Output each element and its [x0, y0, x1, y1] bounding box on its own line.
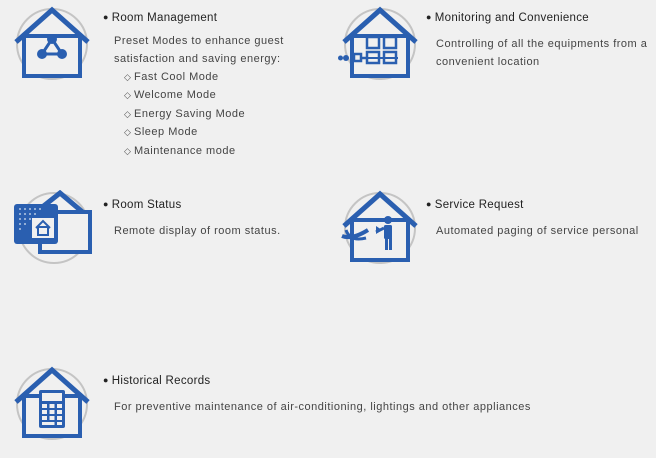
list-item: ◇ Sleep Mode: [124, 123, 245, 141]
list-item: ◇ Maintenance mode: [124, 142, 245, 160]
diamond-icon: ◇: [124, 145, 132, 156]
feature-title: ● Room Management: [103, 12, 218, 24]
diamond-icon: ◇: [124, 90, 132, 101]
feature-description: For preventive maintenance of air-conditioning, lightings and other appliances: [114, 401, 531, 413]
mode-list: [124, 68, 245, 160]
diamond-icon: ◇: [124, 127, 132, 138]
feature-description: Automated paging of service personal: [436, 225, 639, 237]
feature-description: Controlling of all the equipments from a convenient location: [436, 38, 648, 68]
room-status-house-icon: [12, 190, 92, 264]
feature-title: ● Service Request: [426, 199, 524, 211]
feature-title: ● Historical Records: [103, 375, 211, 387]
bullet-icon: ●: [426, 12, 432, 22]
feature-description: Preset Modes to enhance guest satisfaction and saving energy:: [114, 35, 284, 65]
list-item: ◇ Welcome Mode: [124, 86, 245, 104]
service-person-house-icon: [338, 190, 418, 264]
network-house-icon: [12, 6, 92, 80]
list-item: ◇ Fast Cool Mode: [124, 68, 245, 86]
bullet-icon: ●: [103, 375, 109, 385]
bullet-icon: ●: [103, 12, 109, 22]
calculator-house-icon: [12, 366, 92, 440]
bullet-icon: ●: [103, 199, 109, 209]
diamond-icon: ◇: [124, 72, 132, 82]
bullet-icon: ●: [426, 199, 432, 209]
list-item: ◇ Energy Saving Mode: [124, 105, 245, 123]
control-panel-house-icon: [338, 6, 418, 80]
feature-description: Remote display of room status.: [114, 225, 281, 237]
feature-title: ● Room Status: [103, 199, 182, 211]
diamond-icon: ◇: [124, 108, 132, 119]
feature-title: ● Monitoring and Convenience: [426, 12, 589, 24]
